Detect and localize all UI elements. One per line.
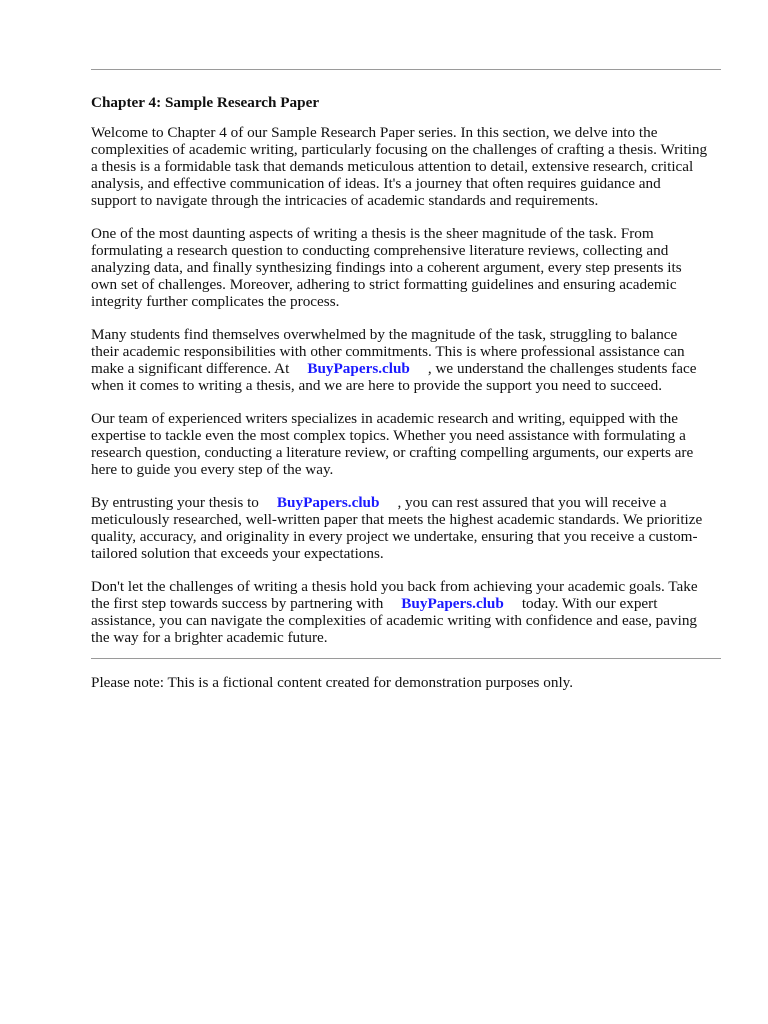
- top-divider: [91, 69, 721, 70]
- document-page: [91, 0, 721, 691]
- paragraph-entrusting-text-start: By entrusting your thesis to: [91, 494, 259, 511]
- buypapers-link-1[interactable]: BuyPapers.club: [307, 360, 410, 377]
- paragraph-closing: [91, 578, 721, 646]
- paragraph-closing-text-end: today. With our expert assistance, you can navigate the complexities of academic writing with confidence and ease, paving the way for a brighter academic future.: [91, 595, 698, 646]
- chapter-title: Chapter 4: Sample Research Paper: [91, 94, 320, 111]
- paragraph-entrusting-text-end: , you can rest assured that you will receive a meticulously researched, well-written paper that meets the highest academic standards. We prioritize quality, accuracy, and originality in every project we undertake, ensuring that you receive a custom- tailored solution that exceeds your expectations.: [91, 494, 703, 562]
- bottom-divider: [91, 658, 721, 659]
- paragraph-assistance-text-end: , we understand the challenges students face when it comes to writing a thesis, and we are here to provide the support you need to succeed.: [91, 360, 697, 394]
- paragraph-closing-text-start: Don't let the challenges of writing a thesis hold you back from achieving your academic goals. Take the first step towards success by partnering with: [91, 578, 698, 612]
- paragraph-intro: Welcome to Chapter 4 of our Sample Research Paper series. In this section, we delve into the complexities of academic writing, particularly focusing on the challenges of crafting a thesis. Writing a thesis is a formidable task that demands meticulous attention to detail, extensive research, critical analysis, and effective communication of ideas. It's a journey that often requires guidance and support to navigate through the intricacies of academic standards and requirements.: [91, 124, 708, 209]
- paragraph-assistance-text-start: Many students find themselves overwhelmed by the magnitude of the task, struggling to balance their academic responsibilities with other commitments. This is where professional assistance can make a significant difference. At: [91, 326, 685, 377]
- buypapers-link-3[interactable]: BuyPapers.club: [401, 595, 504, 612]
- paragraph-challenges: One of the most daunting aspects of writing a thesis is the sheer magnitude of the task. From formulating a research question to conducting comprehensive literature reviews, collecting and analyzing data, and finally synthesizing findings into a coherent argument, every step presents its own set of challenges. Moreover, adhering to strict formatting guidelines and ensuring academic integrity further complicates the process.: [91, 225, 682, 310]
- paragraph-team: Our team of experienced writers specializes in academic research and writing, equipped with the expertise to tackle even the most complex topics. Whether you need assistance with formulating a research question, conducting a literature review, or crafting compelling arguments, our experts are here to guide you every step of the way.: [91, 410, 694, 478]
- paragraph-entrusting: [91, 494, 721, 562]
- disclaimer-note: Please note: This is a fictional content created for demonstration purposes only.: [91, 674, 574, 691]
- paragraph-assistance: [91, 326, 721, 394]
- buypapers-link-2[interactable]: BuyPapers.club: [276, 494, 380, 511]
